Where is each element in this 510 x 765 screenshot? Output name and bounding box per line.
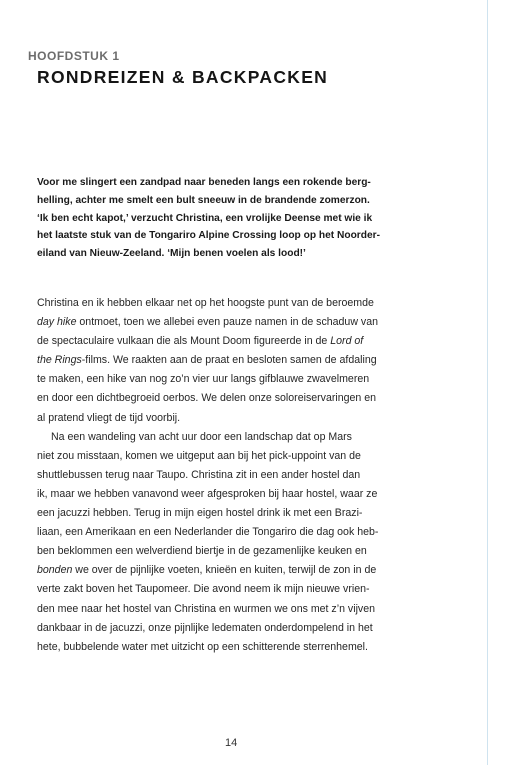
body-line: hete, bubbelende water met uitzicht op een schitterende sterrenhemel.	[37, 640, 368, 653]
intro-line: Voor me slingert een zandpad naar beneden langs een rokende berg-	[37, 177, 371, 188]
body-line: ik, maar we hebben vanavond weer afgesproken bij haar hostel, waar ze	[37, 487, 378, 500]
body-line: Na een wandeling van acht uur door een landschap dat op Mars	[51, 430, 352, 443]
body-line: liaan, een Amerikaan en een Nederlander die Tongariro die dag ook heb-	[37, 526, 379, 539]
intro-line: ‘Ik ben echt kapot,’ verzucht Christina, een vrolijke Deense met wie ik	[37, 212, 373, 224]
page-edge-rule	[487, 0, 488, 765]
body-line: the Rings-films. We raakten aan de praat en besloten samen de afdaling	[37, 354, 377, 367]
body-line: niet zou misstaan, komen we uitgeput aan bij het pick-uppoint van de	[37, 449, 361, 462]
italic-term: day hike	[37, 316, 77, 329]
body-line: dankbaar in de jacuzzi, onze pijnlijke ledematen onderdompelend in het	[37, 621, 373, 634]
body-line: te maken, een hike van nog zo’n vier uur langs gifblauwe zwavelmeren	[37, 373, 370, 386]
body-line: day hike ontmoet, toen we allebei even pauze namen in de schaduw van	[37, 316, 379, 329]
intro-paragraph	[37, 174, 427, 263]
chapter-title: RONDREIZEN & BACKPACKEN	[37, 67, 329, 87]
body-line: en door een dichtbegroeid oerbos. We delen onze soloreiservaringen en	[37, 392, 377, 405]
intro-line: het laatste stuk van de Tongariro Alpine Crossing loop op het Noorder-	[37, 230, 381, 242]
body-text	[37, 294, 437, 657]
body-line: Christina en ik hebben elkaar net op het hoogste punt van de beroemde	[37, 297, 374, 309]
body-line: den mee naar het hostel van Christina en wurmen we ons met z’n vijven	[37, 602, 375, 615]
body-line: al pratend vliegt de tijd voorbij.	[37, 411, 181, 424]
intro-line: helling, achter me smelt een bult sneeuw in de brandende zomerzon.	[37, 194, 370, 206]
body-line: een jacuzzi hebben. Terug in mijn eigen hostel drink ik met een Brazi-	[37, 507, 363, 520]
body-line: bonden we over de pijnlijke voeten, knieën en kuiten, terwijl de zon in de	[37, 564, 377, 577]
intro-line: eiland van Nieuw-Zeeland. ‘Mijn benen voelen als lood!’	[37, 248, 306, 260]
body-line: de spectaculaire vulkaan die als Mount Doom figureerde in de Lord of	[37, 335, 364, 348]
body-line: shuttlebussen terug naar Taupo. Christina zit in een ander hostel dan	[37, 468, 361, 481]
body-line: ben beklommen een welverdiend biertje in de gezamenlijke keuken en	[37, 545, 367, 558]
italic-term: Lord of	[330, 335, 364, 348]
chapter-label: HOOFDSTUK 1	[28, 49, 120, 63]
italic-term: bonden	[37, 564, 73, 577]
italic-term: the Rings	[37, 354, 82, 367]
body-line: verte zakt boven het Taupomeer. Die avond neem ik mijn nieuwe vrien-	[37, 583, 370, 596]
page-number: 14	[225, 737, 238, 749]
